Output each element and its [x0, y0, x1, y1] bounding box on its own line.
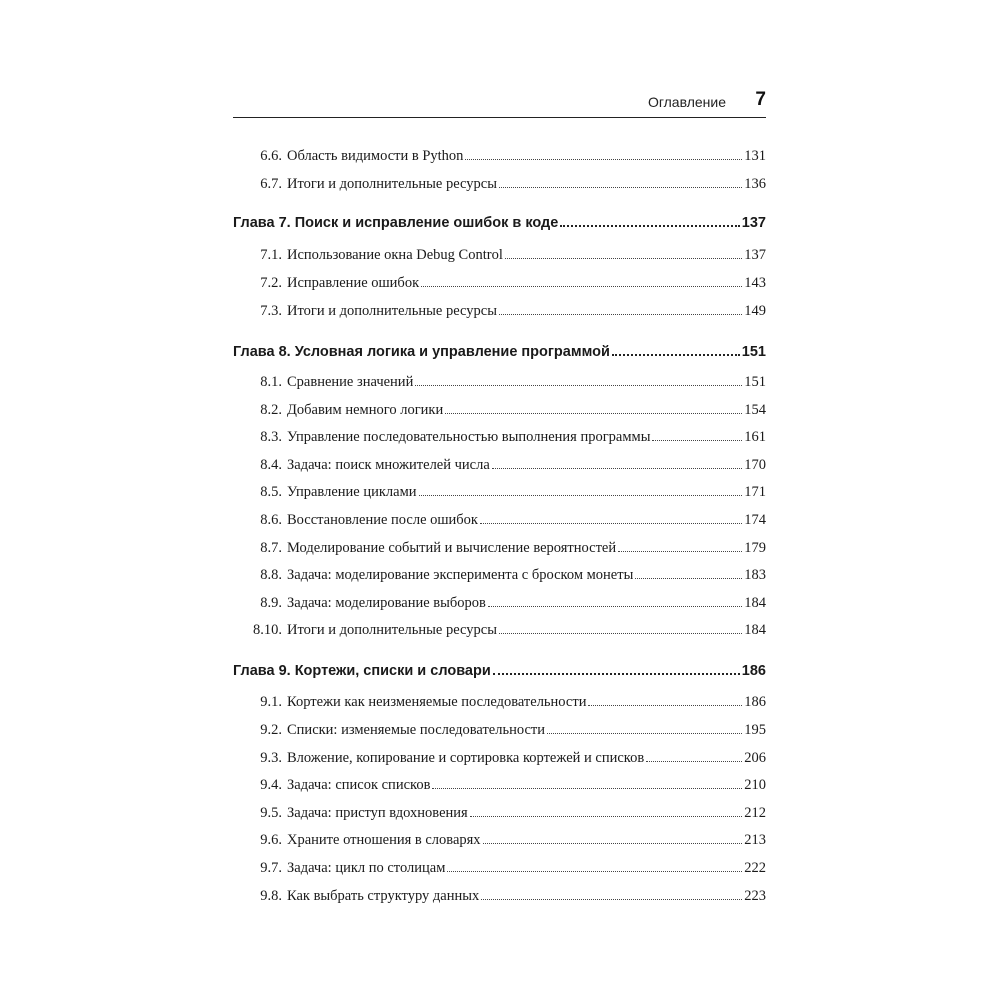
toc-entry-title: Задача: цикл по столицам — [287, 860, 446, 876]
toc-page-number: 136 — [744, 176, 766, 192]
dot-leader — [488, 606, 742, 607]
dot-leader — [499, 633, 742, 634]
toc-entry — [233, 303, 766, 320]
toc-entry — [233, 595, 766, 612]
dot-leader — [618, 551, 742, 552]
toc-entry-number: 9.6. — [260, 832, 282, 848]
toc-page-number: 186 — [744, 694, 766, 710]
toc-entry-title: Восстановление после ошибок — [287, 512, 478, 528]
toc-entry-number: 8.5. — [260, 484, 282, 500]
toc-entry — [233, 176, 766, 193]
toc-entry-title: Задача: моделирование выборов — [287, 595, 486, 611]
toc-entry-title: Итоги и дополнительные ресурсы — [287, 303, 497, 319]
toc-entry-title: Моделирование событий и вычисление вероятностей — [287, 540, 617, 556]
toc-page-number: 210 — [744, 777, 766, 793]
toc-entry-number: 9.5. — [260, 805, 282, 821]
toc-page-number: 179 — [744, 540, 766, 556]
dot-leader — [465, 159, 742, 160]
toc-entry-number: 9.4. — [260, 777, 282, 793]
toc-entry-number: 8.3. — [260, 429, 282, 445]
toc-entry — [233, 402, 766, 419]
toc-page-number: 195 — [744, 722, 766, 738]
toc-entry-number: 9.3. — [260, 750, 282, 766]
toc-entry — [233, 694, 766, 711]
toc-entry-title: Храните отношения в словарях — [287, 832, 481, 848]
header-page-number: 7 — [755, 89, 766, 110]
toc-page-number: 213 — [744, 832, 766, 848]
toc-page-number: 137 — [741, 215, 766, 231]
toc-entry — [233, 374, 766, 391]
toc-entry — [233, 777, 766, 794]
toc-chapter — [233, 344, 766, 360]
toc-chapter-title: Глава 8. Условная логика и управление программой — [233, 344, 610, 360]
toc-page-number: 183 — [744, 567, 766, 583]
toc-entry-number: 8.1. — [260, 374, 282, 390]
toc-entry-title: Сравнение значений — [287, 374, 414, 390]
toc-entry-title: Добавим немного логики — [287, 402, 444, 418]
toc-entry — [233, 457, 766, 474]
toc-entry-title: Кортежи как неизменяемые последовательности — [287, 694, 587, 710]
toc-page-number: 154 — [744, 402, 766, 418]
dot-leader — [612, 354, 740, 356]
toc-entry — [233, 567, 766, 584]
toc-page-number: 186 — [741, 663, 766, 679]
dot-leader — [481, 899, 742, 900]
dot-leader — [493, 673, 740, 675]
dot-leader — [445, 413, 742, 414]
toc-entry — [233, 750, 766, 767]
toc-entry-number: 9.2. — [260, 722, 282, 738]
dot-leader — [547, 733, 742, 734]
toc-entry — [233, 512, 766, 529]
toc-page-number: 170 — [744, 457, 766, 473]
toc-page-number: 143 — [744, 275, 766, 291]
toc-entry-number: 8.6. — [260, 512, 282, 528]
toc-page-number: 151 — [741, 344, 766, 360]
toc-entry — [233, 722, 766, 739]
toc-entry-number: 7.3. — [260, 303, 282, 319]
toc-entry-title: Итоги и дополнительные ресурсы — [287, 622, 497, 638]
toc-entry-number: 9.1. — [260, 694, 282, 710]
running-header — [233, 90, 766, 118]
toc-chapter-title: Глава 7. Поиск и исправление ошибок в коде — [233, 215, 559, 231]
toc-entry-title: Как выбрать структуру данных — [287, 888, 480, 904]
dot-leader — [499, 187, 742, 188]
toc-entry-number: 6.7. — [260, 176, 282, 192]
toc-entry-number: 9.8. — [260, 888, 282, 904]
dot-leader — [499, 314, 742, 315]
toc-entry-number: 8.4. — [260, 457, 282, 473]
toc-entry-title: Исправление ошибок — [287, 275, 420, 291]
toc-page-number: 174 — [744, 512, 766, 528]
dot-leader — [492, 468, 742, 469]
dot-leader — [505, 258, 742, 259]
toc-entry — [233, 148, 766, 165]
toc-entry-number: 8.8. — [260, 567, 282, 583]
toc-page-number: 184 — [744, 595, 766, 611]
toc-entry-title: Вложение, копирование и сортировка кортежей и списков — [287, 750, 645, 766]
toc-entry-title: Использование окна Debug Control — [287, 247, 503, 263]
toc-entry-title: Задача: моделирование эксперимента с броском монеты — [287, 567, 634, 583]
dot-leader — [652, 440, 742, 441]
toc-entry-number: 6.6. — [260, 148, 282, 164]
toc-entry — [233, 275, 766, 292]
dot-leader — [421, 286, 742, 287]
toc-entry — [233, 805, 766, 822]
toc-entry-number: 7.2. — [260, 275, 282, 291]
toc-page-number: 212 — [744, 805, 766, 821]
toc-entry — [233, 860, 766, 877]
toc-entry — [233, 622, 766, 639]
toc-entry — [233, 540, 766, 557]
toc-entry-title: Управление последовательностью выполнения программы — [287, 429, 651, 445]
dot-leader — [480, 523, 742, 524]
toc-entry-number: 8.9. — [260, 595, 282, 611]
header-title: Оглавление — [647, 94, 726, 110]
toc-page-number: 206 — [744, 750, 766, 766]
toc-entry-title: Задача: поиск множителей числа — [287, 457, 490, 473]
toc-page-number: 161 — [744, 429, 766, 445]
toc-chapter-title: Глава 9. Кортежи, списки и словари — [233, 663, 491, 679]
toc-page-number: 151 — [744, 374, 766, 390]
toc-entry — [233, 484, 766, 501]
dot-leader — [588, 705, 742, 706]
dot-leader — [646, 761, 742, 762]
toc-page-number: 223 — [744, 888, 766, 904]
toc-page-number: 137 — [744, 247, 766, 263]
toc-entry-number: 8.10. — [253, 622, 282, 638]
toc-chapter — [233, 663, 766, 679]
toc-entry-title: Управление циклами — [287, 484, 417, 500]
toc-page-number: 171 — [744, 484, 766, 500]
toc-entry-number: 8.7. — [260, 540, 282, 556]
toc-entry — [233, 429, 766, 446]
toc-entry — [233, 832, 766, 849]
toc-entry-title: Задача: список списков — [287, 777, 431, 793]
toc-chapter — [233, 215, 766, 231]
toc-entry — [233, 247, 766, 264]
toc-page-number: 149 — [744, 303, 766, 319]
dot-leader — [419, 495, 743, 496]
toc-page-number: 184 — [744, 622, 766, 638]
dot-leader — [447, 871, 742, 872]
toc-page-number: 222 — [744, 860, 766, 876]
dot-leader — [470, 816, 743, 817]
toc-entry — [233, 888, 766, 905]
dot-leader — [415, 385, 742, 386]
toc-entry-title: Итоги и дополнительные ресурсы — [287, 176, 497, 192]
toc-entry-title: Задача: приступ вдохновения — [287, 805, 468, 821]
dot-leader — [560, 225, 739, 227]
toc-entry-title: Область видимости в Python — [287, 148, 464, 164]
dot-leader — [483, 843, 743, 844]
dot-leader — [432, 788, 742, 789]
toc-entry-title: Списки: изменяемые последовательности — [287, 722, 545, 738]
toc-entry-number: 9.7. — [260, 860, 282, 876]
toc-entry-number: 8.2. — [260, 402, 282, 418]
dot-leader — [635, 578, 742, 579]
toc-page-number: 131 — [744, 148, 766, 164]
toc-entry-number: 7.1. — [260, 247, 282, 263]
